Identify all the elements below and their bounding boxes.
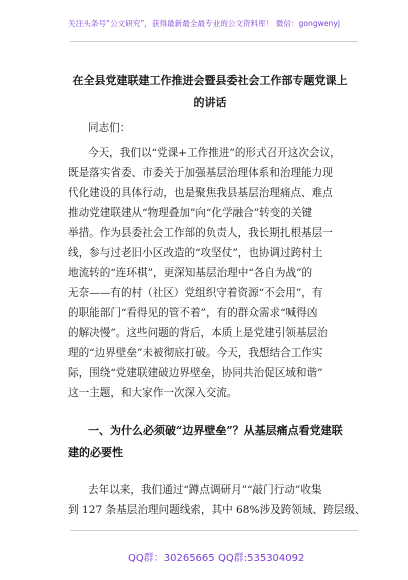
section-heading-line-1: 一、为什么必须破“边界壁垒”？从基层痛点看党建联 [88,424,343,437]
paragraph-line: 的职能部门“看得见的管不着”，有的群众需求“喊得凶 [68,307,318,319]
paragraph-line: 这一主题，和大家作一次深入交流。 [68,387,238,399]
paragraph-line: 推动党建联建从“物理叠加”向“化学融合”转变的关键 [68,207,313,219]
section-heading-line-2: 建的必要性 [68,446,123,459]
paragraph-line: 理的“边界壁垒”未被彻底打破。今天，我想结合工作实 [68,347,323,359]
footer-qq-group-2: QQ群:535304092 [218,553,305,564]
page-title-line-2: 的讲话 [193,96,227,109]
paragraph-line: 举措。作为县委社会工作部的负责人，我长期扎根基层一 [68,227,333,239]
page-title [60,70,360,114]
page-title-line-1: 在全县党建联建工作推进会暨县委社会工作部专题党课上 [72,74,348,87]
salutation: 同志们： [88,122,131,134]
paragraph-line: 去年以来，我们通过“蹲点调研月”“敲门行动”收集 [88,484,322,496]
paragraph-line: 际，围绕“党建联建破边界壁垒，协同共治促区域和谐” [68,367,323,379]
paragraph-line: 今天，我们以“党课+工作推进”的形式召开这次会议， [88,147,341,159]
paragraph-line: 代化建设的具体行动，也是聚焦我县基层治理痛点、难点 [68,187,333,199]
paragraph-line: 既是落实省委、市委关于加强基层治理体系和治理能力现 [68,167,333,179]
footer-divider [70,530,358,531]
header-divider [70,41,358,42]
header-banner: 关注头条号“公文研究”，获得最新最全最专业的公文资料库！ 微信：gongwenyj [68,19,340,28]
paragraph-line: 无奈——有的村（社区）党组织守着资源“不会用”，有 [68,287,323,299]
footer-qq-group-1: QQ群：30265665 [128,553,215,564]
paragraph-line: 的解决慢”。这些问题的背后，本质上是党建引领基层治 [68,327,328,339]
paragraph-line: 地流转的“连环棋”，更深知基层治理中“各自为战”的 [68,267,313,279]
paragraph-line: 线，参与过老旧小区改造的“攻坚仗”，也协调过跨村土 [68,247,323,259]
paragraph-line: 到 127 条基层治理问题线索，其中 68%涉及跨领域、跨层级、 [68,504,366,516]
